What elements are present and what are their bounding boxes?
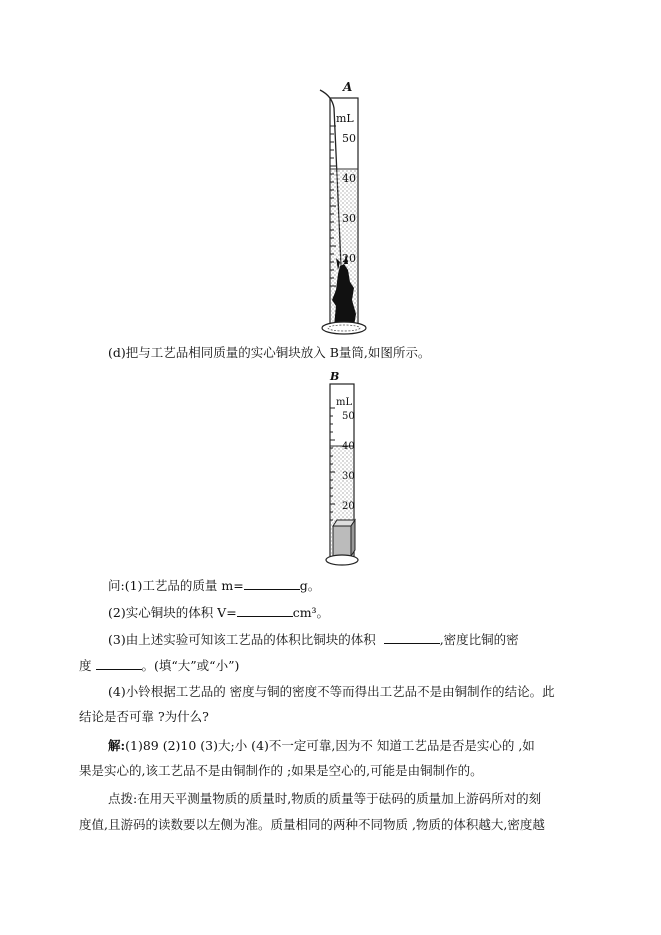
cylinder-a-tick-30: 30 <box>342 212 356 225</box>
answer-blank-mass <box>244 577 300 590</box>
answer-blank-volume-compare <box>384 631 440 644</box>
answer-line-1-text: (1)89 (2)10 (3)大;小 (4)不一定可靠,因为不 知道工艺品是否是实心的 ,如 <box>125 738 535 753</box>
question-2-prefix: (2)实心铜块的体积 V= <box>108 605 237 620</box>
cylinder-b-tick-50: 50 <box>342 411 355 422</box>
question-3-suffix: ,密度比铜的密 <box>439 632 519 647</box>
step-d-text: (d)把与工艺品相同质量的实心铜块放入 B量筒,如图所示。 <box>108 345 431 360</box>
question-4-line-1: (4)小铃根据工艺品的 密度与铜的密度不等而得出工艺品不是由铜制作的结论。此 <box>108 684 555 699</box>
cylinder-a-tick-50: 50 <box>342 132 356 145</box>
answer-line-1 <box>108 737 535 755</box>
cylinder-b-tick-40: 40 <box>342 441 355 452</box>
answer-line-2: 果是实心的,该工艺品不是由铜制作的 ;如果是空心的,可能是由铜制作的。 <box>79 763 483 778</box>
cylinder-b-unit: mL <box>336 397 353 408</box>
cylinder-b-tick-20: 20 <box>342 501 355 512</box>
question-4-line-2: 结论是否可靠 ?为什么? <box>79 709 209 724</box>
cylinder-a-tick-40: 40 <box>342 172 356 185</box>
question-3-line-1 <box>108 631 519 649</box>
question-2 <box>108 604 329 622</box>
cylinder-b-tick-30: 30 <box>342 471 355 482</box>
tip-line-1: 点拨:在用天平测量物质的质量时,物质的质量等于砝码的质量加上游码所对的刻 <box>108 791 542 806</box>
cylinder-a-tick-20: 20 <box>342 252 356 265</box>
question-1-prefix: 问:(1)工艺品的质量 m= <box>108 578 244 593</box>
cylinder-a-unit: mL <box>336 112 354 125</box>
question-1 <box>108 577 320 595</box>
question-2-suffix: cm³。 <box>292 605 330 620</box>
question-3-line-2-prefix: 度 <box>79 658 92 673</box>
answer-blank-volume <box>237 604 293 617</box>
question-3-line-2 <box>79 657 239 675</box>
question-1-suffix: g。 <box>299 578 321 593</box>
cylinder-a-label: A <box>343 80 353 94</box>
answer-blank-density-compare <box>96 657 142 670</box>
question-3-prefix: (3)由上述实验可知该工艺品的体积比铜块的体积 <box>108 632 380 647</box>
question-3-line-2-suffix: 。(填“大”或“小”) <box>141 658 240 673</box>
cylinder-b-label: B <box>330 370 340 383</box>
tip-line-2: 度值,且游码的读数要以左侧为准。质量相同的两种不同物质 ,物质的体积越大,密度越 <box>79 817 545 832</box>
answer-label: 解: <box>108 738 126 753</box>
